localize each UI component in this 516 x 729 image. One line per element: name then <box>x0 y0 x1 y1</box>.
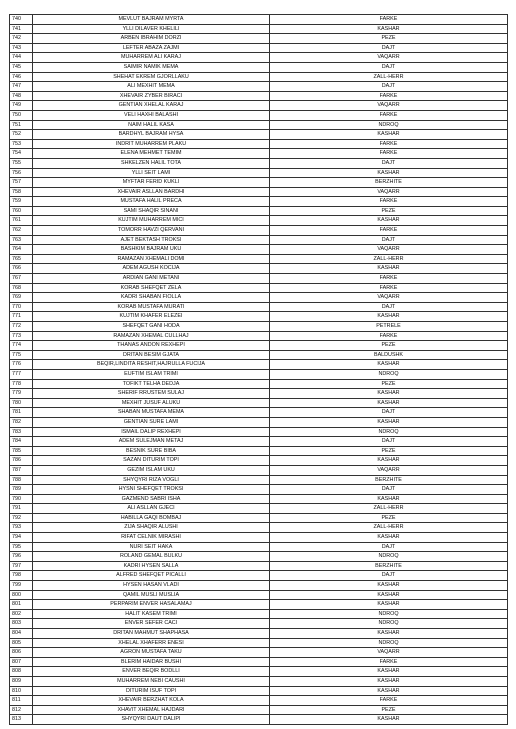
row-number-cell: 810 <box>10 686 33 696</box>
table-row <box>10 254 508 264</box>
row-number-cell: 754 <box>10 149 33 159</box>
table-row <box>10 561 508 571</box>
row-number-cell: 765 <box>10 254 33 264</box>
name-cell: SHEHAT EKREM GJORLLAKU <box>33 72 270 82</box>
table-row <box>10 312 508 322</box>
place-cell: VAQARR <box>270 187 508 197</box>
place-cell: FARKE <box>270 696 508 706</box>
registry-table <box>9 14 508 725</box>
place-cell: KASHAR <box>270 264 508 274</box>
place-cell: ZALL-HERR <box>270 254 508 264</box>
name-cell: TOFIKT TELHA DEDJA <box>33 379 270 389</box>
table-row <box>10 437 508 447</box>
place-cell: KASHAR <box>270 417 508 427</box>
name-cell: KUJTIM MUHARREM MICI <box>33 216 270 226</box>
place-cell: DAJT <box>270 571 508 581</box>
name-cell: KORAB MUSTAFA MURATI <box>33 302 270 312</box>
table-row <box>10 245 508 255</box>
name-cell: SHYQYRI DAUT DALIPI <box>33 715 270 725</box>
place-cell: KASHAR <box>270 581 508 591</box>
place-cell: KASHAR <box>270 24 508 34</box>
place-cell: KASHAR <box>270 494 508 504</box>
table-row <box>10 53 508 63</box>
row-number-cell: 781 <box>10 408 33 418</box>
row-number-cell: 799 <box>10 581 33 591</box>
row-number-cell: 759 <box>10 197 33 207</box>
row-number-cell: 791 <box>10 504 33 514</box>
table-row <box>10 101 508 111</box>
row-number-cell: 740 <box>10 15 33 25</box>
table-row <box>10 686 508 696</box>
table-row <box>10 341 508 351</box>
row-number-cell: 806 <box>10 648 33 658</box>
table-row <box>10 178 508 188</box>
name-cell: BARDHYL BAJRAM HYSA <box>33 130 270 140</box>
table-row <box>10 657 508 667</box>
place-cell: ZALL-HERR <box>270 72 508 82</box>
table-row <box>10 34 508 44</box>
place-cell: FARKE <box>270 283 508 293</box>
place-cell: KASHAR <box>270 629 508 639</box>
table-row <box>10 331 508 341</box>
name-cell: KADRI SHABAN FIOLLA <box>33 293 270 303</box>
place-cell: FARKE <box>270 331 508 341</box>
row-number-cell: 771 <box>10 312 33 322</box>
table-row <box>10 235 508 245</box>
row-number-cell: 786 <box>10 456 33 466</box>
place-cell: KASHAR <box>270 715 508 725</box>
place-cell: DAJT <box>270 302 508 312</box>
name-cell: ADEM SULEJMAN METAJ <box>33 437 270 447</box>
table-row <box>10 360 508 370</box>
row-number-cell: 787 <box>10 465 33 475</box>
name-cell: SHERIF RRUSTEM SULAJ <box>33 389 270 399</box>
document-page <box>9 14 508 725</box>
table-row <box>10 696 508 706</box>
place-cell: PEZE <box>270 206 508 216</box>
row-number-cell: 812 <box>10 705 33 715</box>
place-cell: FARKE <box>270 139 508 149</box>
place-cell: VAQARR <box>270 101 508 111</box>
place-cell: FARKE <box>270 274 508 284</box>
row-number-cell: 804 <box>10 629 33 639</box>
name-cell: HALIT KASEM TRIMI <box>33 609 270 619</box>
row-number-cell: 744 <box>10 53 33 63</box>
name-cell: ARDIAN GANI METANI <box>33 274 270 284</box>
row-number-cell: 746 <box>10 72 33 82</box>
name-cell: XHEVAIR ASLLAN BARDHI <box>33 187 270 197</box>
table-row <box>10 417 508 427</box>
row-number-cell: 788 <box>10 475 33 485</box>
row-number-cell: 809 <box>10 676 33 686</box>
place-cell: DAJT <box>270 62 508 72</box>
place-cell: VAQARR <box>270 648 508 658</box>
table-row <box>10 533 508 543</box>
row-number-cell: 805 <box>10 638 33 648</box>
name-cell: DITURIM ISUF TOPI <box>33 686 270 696</box>
name-cell: BLERIM HAIDAR BUSHI <box>33 657 270 667</box>
name-cell: GENTIAN XHELAL KARAJ <box>33 101 270 111</box>
table-row <box>10 187 508 197</box>
table-row <box>10 705 508 715</box>
table-row <box>10 638 508 648</box>
place-cell: KASHAR <box>270 398 508 408</box>
table-row <box>10 571 508 581</box>
row-number-cell: 794 <box>10 533 33 543</box>
place-cell: NDROQ <box>270 552 508 562</box>
table-row <box>10 552 508 562</box>
name-cell: MYFTAR FERID KUKLI <box>33 178 270 188</box>
name-cell: ARBEN IBRAHIM DORZI <box>33 34 270 44</box>
table-row <box>10 72 508 82</box>
place-cell: VAQARR <box>270 293 508 303</box>
place-cell: KASHAR <box>270 389 508 399</box>
name-cell: YLLI SEIT LAMI <box>33 168 270 178</box>
name-cell: SHEFQET GANI HODA <box>33 322 270 332</box>
row-number-cell: 758 <box>10 187 33 197</box>
name-cell: KORAB SHEFQET ZELA <box>33 283 270 293</box>
place-cell: KASHAR <box>270 667 508 677</box>
table-row <box>10 168 508 178</box>
table-row <box>10 504 508 514</box>
name-cell: SAZAN DITURIM TOPI <box>33 456 270 466</box>
table-row <box>10 456 508 466</box>
place-cell: BALDUSHK <box>270 350 508 360</box>
row-number-cell: 777 <box>10 369 33 379</box>
table-row <box>10 274 508 284</box>
place-cell: PEZE <box>270 379 508 389</box>
place-cell: VAQARR <box>270 465 508 475</box>
place-cell: NDROQ <box>270 619 508 629</box>
place-cell: KASHAR <box>270 590 508 600</box>
table-row <box>10 197 508 207</box>
place-cell: KASHAR <box>270 312 508 322</box>
table-row <box>10 206 508 216</box>
table-row <box>10 283 508 293</box>
place-cell: FARKE <box>270 226 508 236</box>
table-row <box>10 389 508 399</box>
row-number-cell: 803 <box>10 619 33 629</box>
name-cell: PERPARIM ENVER HASALAMAJ <box>33 600 270 610</box>
row-number-cell: 766 <box>10 264 33 274</box>
name-cell: INDRIT MUHARREM PLAKU <box>33 139 270 149</box>
name-cell: SAMI SHAQIR SINANI <box>33 206 270 216</box>
row-number-cell: 778 <box>10 379 33 389</box>
row-number-cell: 769 <box>10 293 33 303</box>
name-cell: EUFTIM ISLAM TRIMI <box>33 369 270 379</box>
name-cell: ROLAND GEMAL BULKU <box>33 552 270 562</box>
place-cell: VAQARR <box>270 53 508 63</box>
place-cell: PEZE <box>270 446 508 456</box>
row-number-cell: 749 <box>10 101 33 111</box>
name-cell: NAIM HALIL KASA <box>33 120 270 130</box>
row-number-cell: 795 <box>10 542 33 552</box>
name-cell: ALFRED SHEFQET PICALLI <box>33 571 270 581</box>
row-number-cell: 768 <box>10 283 33 293</box>
row-number-cell: 808 <box>10 667 33 677</box>
name-cell: GENTIAN SURE LAMI <box>33 417 270 427</box>
name-cell: XHAVIT XHEMAL HAJDARI <box>33 705 270 715</box>
place-cell: KASHAR <box>270 216 508 226</box>
table-row <box>10 609 508 619</box>
name-cell: MUHARREM ALI KARAJ <box>33 53 270 63</box>
place-cell: FARKE <box>270 91 508 101</box>
row-number-cell: 747 <box>10 82 33 92</box>
row-number-cell: 751 <box>10 120 33 130</box>
place-cell: NDROQ <box>270 609 508 619</box>
name-cell: SHKELZEN HALIL TOTA <box>33 158 270 168</box>
table-row <box>10 139 508 149</box>
place-cell: KASHAR <box>270 456 508 466</box>
row-number-cell: 785 <box>10 446 33 456</box>
row-number-cell: 790 <box>10 494 33 504</box>
place-cell: KASHAR <box>270 168 508 178</box>
table-row <box>10 62 508 72</box>
place-cell: KASHAR <box>270 600 508 610</box>
row-number-cell: 750 <box>10 110 33 120</box>
place-cell: KASHAR <box>270 533 508 543</box>
row-number-cell: 763 <box>10 235 33 245</box>
place-cell: KASHAR <box>270 360 508 370</box>
name-cell: ADEM AGUSH KOCIJA <box>33 264 270 274</box>
row-number-cell: 743 <box>10 43 33 53</box>
table-row <box>10 408 508 418</box>
table-row <box>10 91 508 101</box>
place-cell: FARKE <box>270 110 508 120</box>
place-cell: NDROQ <box>270 120 508 130</box>
table-row <box>10 82 508 92</box>
name-cell: AGRON MUSTAFA TAKU <box>33 648 270 658</box>
table-row <box>10 676 508 686</box>
row-number-cell: 775 <box>10 350 33 360</box>
name-cell: SHYQYRI RIZA VOGLI <box>33 475 270 485</box>
table-row <box>10 485 508 495</box>
row-number-cell: 801 <box>10 600 33 610</box>
row-number-cell: 757 <box>10 178 33 188</box>
name-cell: LEFTER ABAZA ZAJMI <box>33 43 270 53</box>
name-cell: QAMIL MUSLI MUSLIA <box>33 590 270 600</box>
row-number-cell: 762 <box>10 226 33 236</box>
name-cell: VELI HAXHI BALASHI <box>33 110 270 120</box>
place-cell: FARKE <box>270 657 508 667</box>
row-number-cell: 764 <box>10 245 33 255</box>
table-row <box>10 427 508 437</box>
place-cell: DAJT <box>270 437 508 447</box>
name-cell: SHABAN MUSTAFA MEMA <box>33 408 270 418</box>
name-cell: RIFAT CELNIK MIRASHI <box>33 533 270 543</box>
name-cell: GAZMEND SABRI ISHA <box>33 494 270 504</box>
name-cell: BEQIR,LINDITA RESHIT,HAJRULLA FUCIJA <box>33 360 270 370</box>
row-number-cell: 741 <box>10 24 33 34</box>
row-number-cell: 780 <box>10 398 33 408</box>
place-cell: DAJT <box>270 235 508 245</box>
place-cell: NDROQ <box>270 638 508 648</box>
place-cell: KASHAR <box>270 130 508 140</box>
name-cell: MUHARREM NEBI CAUSHI <box>33 676 270 686</box>
place-cell: DAJT <box>270 82 508 92</box>
table-row <box>10 590 508 600</box>
name-cell: ELENA MEHMET TEMIM <box>33 149 270 159</box>
row-number-cell: 802 <box>10 609 33 619</box>
table-row <box>10 158 508 168</box>
name-cell: DRITAN MAHMUT SHAPHASA <box>33 629 270 639</box>
name-cell: GEZIM ISLAM UKU <box>33 465 270 475</box>
place-cell: FARKE <box>270 197 508 207</box>
place-cell: ZALL-HERR <box>270 504 508 514</box>
name-cell: BASHKIM BAJRAM UKU <box>33 245 270 255</box>
row-number-cell: 767 <box>10 274 33 284</box>
place-cell: DAJT <box>270 43 508 53</box>
table-row <box>10 542 508 552</box>
table-row <box>10 379 508 389</box>
row-number-cell: 770 <box>10 302 33 312</box>
place-cell: NDROQ <box>270 427 508 437</box>
table-row <box>10 24 508 34</box>
place-cell: BERZHITE <box>270 475 508 485</box>
row-number-cell: 789 <box>10 485 33 495</box>
name-cell: MEVLUT BAJRAM MYRTA <box>33 15 270 25</box>
row-number-cell: 742 <box>10 34 33 44</box>
table-row <box>10 130 508 140</box>
row-number-cell: 783 <box>10 427 33 437</box>
table-row <box>10 619 508 629</box>
name-cell: MEXHIT JUSUF ALUKU <box>33 398 270 408</box>
place-cell: DAJT <box>270 542 508 552</box>
place-cell: FARKE <box>270 15 508 25</box>
table-row <box>10 350 508 360</box>
row-number-cell: 756 <box>10 168 33 178</box>
table-row <box>10 513 508 523</box>
name-cell: XHELAL XHAFERR ENESI <box>33 638 270 648</box>
name-cell: HABILLA GAQI BOMBAJ <box>33 513 270 523</box>
registry-table-body <box>10 15 508 725</box>
table-row <box>10 369 508 379</box>
table-row <box>10 446 508 456</box>
name-cell: KUJTIM KHAFER ELEZEI <box>33 312 270 322</box>
name-cell: RAMAZAN XHEMAL CULLHAJ <box>33 331 270 341</box>
row-number-cell: 807 <box>10 657 33 667</box>
row-number-cell: 793 <box>10 523 33 533</box>
place-cell: PEZE <box>270 513 508 523</box>
table-row <box>10 110 508 120</box>
name-cell: BESNIK SURE BIBA <box>33 446 270 456</box>
table-row <box>10 43 508 53</box>
row-number-cell: 772 <box>10 322 33 332</box>
table-row <box>10 322 508 332</box>
place-cell: DAJT <box>270 485 508 495</box>
table-row <box>10 264 508 274</box>
row-number-cell: 798 <box>10 571 33 581</box>
place-cell: ZALL-HERR <box>270 523 508 533</box>
place-cell: DAJT <box>270 408 508 418</box>
table-row <box>10 581 508 591</box>
table-row <box>10 226 508 236</box>
place-cell: FARKE <box>270 149 508 159</box>
table-row <box>10 398 508 408</box>
row-number-cell: 752 <box>10 130 33 140</box>
name-cell: RAMAZAN XHEMALI DOMI <box>33 254 270 264</box>
row-number-cell: 776 <box>10 360 33 370</box>
place-cell: DAJT <box>270 158 508 168</box>
name-cell: ZIJA SHAQIR ALUSHI <box>33 523 270 533</box>
name-cell: XHEVAIR ZYBER BIRACI <box>33 91 270 101</box>
row-number-cell: 797 <box>10 561 33 571</box>
name-cell: SAIMIR NAMIK MEMA <box>33 62 270 72</box>
row-number-cell: 760 <box>10 206 33 216</box>
place-cell: KASHAR <box>270 676 508 686</box>
row-number-cell: 748 <box>10 91 33 101</box>
row-number-cell: 784 <box>10 437 33 447</box>
place-cell: PEZE <box>270 705 508 715</box>
table-row <box>10 302 508 312</box>
place-cell: BERZHITE <box>270 561 508 571</box>
table-row <box>10 293 508 303</box>
table-row <box>10 465 508 475</box>
place-cell: VAQARR <box>270 245 508 255</box>
row-number-cell: 753 <box>10 139 33 149</box>
row-number-cell: 779 <box>10 389 33 399</box>
name-cell: ENVER SEFER CACI <box>33 619 270 629</box>
row-number-cell: 773 <box>10 331 33 341</box>
table-row <box>10 120 508 130</box>
place-cell: PETRELE <box>270 322 508 332</box>
name-cell: NURI SEIT HAKA <box>33 542 270 552</box>
place-cell: PEZE <box>270 34 508 44</box>
table-row <box>10 523 508 533</box>
table-row <box>10 648 508 658</box>
row-number-cell: 813 <box>10 715 33 725</box>
place-cell: PEZE <box>270 341 508 351</box>
name-cell: ENVER BEQIR BODLLI <box>33 667 270 677</box>
table-row <box>10 149 508 159</box>
row-number-cell: 782 <box>10 417 33 427</box>
name-cell: KADRI HYSEN SALLA <box>33 561 270 571</box>
place-cell: KASHAR <box>270 686 508 696</box>
name-cell: DRITAN BESIM GJATA <box>33 350 270 360</box>
row-number-cell: 774 <box>10 341 33 351</box>
name-cell: ALI ASLLAN GJECI <box>33 504 270 514</box>
name-cell: HYSNI SHEFQET TROKSI <box>33 485 270 495</box>
row-number-cell: 811 <box>10 696 33 706</box>
table-row <box>10 15 508 25</box>
table-row <box>10 667 508 677</box>
name-cell: THANAS ANDON REXHEPI <box>33 341 270 351</box>
table-row <box>10 600 508 610</box>
name-cell: MUSTAFA HALIL PRECA <box>33 197 270 207</box>
row-number-cell: 755 <box>10 158 33 168</box>
table-row <box>10 216 508 226</box>
row-number-cell: 792 <box>10 513 33 523</box>
row-number-cell: 796 <box>10 552 33 562</box>
table-row <box>10 629 508 639</box>
place-cell: BERZHITE <box>270 178 508 188</box>
name-cell: YLLI DILAVER KHELILI <box>33 24 270 34</box>
table-row <box>10 475 508 485</box>
table-row <box>10 715 508 725</box>
name-cell: HYSEN HASAN VLADI <box>33 581 270 591</box>
name-cell: TOMORR HAVZI QERVANI <box>33 226 270 236</box>
place-cell: NDROQ <box>270 369 508 379</box>
name-cell: AJET BEKTASH TROKSI <box>33 235 270 245</box>
table-row <box>10 494 508 504</box>
row-number-cell: 800 <box>10 590 33 600</box>
name-cell: ALI MEXHIT MEMA <box>33 82 270 92</box>
name-cell: ISMAIL DALIP REXHEPI <box>33 427 270 437</box>
name-cell: XHEVAIR BERZHAT KOLA <box>33 696 270 706</box>
row-number-cell: 761 <box>10 216 33 226</box>
row-number-cell: 745 <box>10 62 33 72</box>
